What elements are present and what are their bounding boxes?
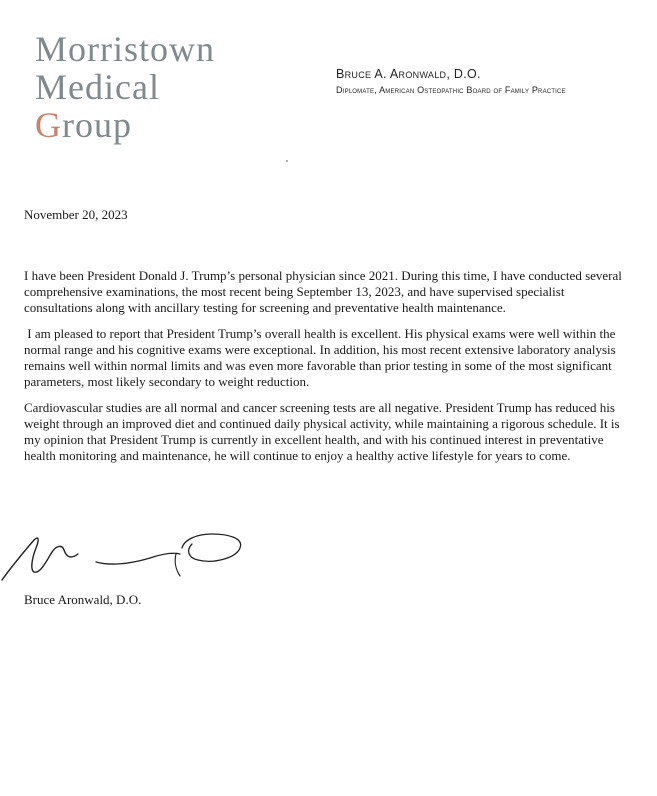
paragraph-1: I have been President Donald J. Trump’s personal physician since 2021. During this time, I have conducted several comprehensive examinations, the most recent being September 13, 2023, and have supervised specialist consultations along with ancillary testing for screening and preventative health maintenance. xyxy=(24,268,622,315)
paragraph-2: I am pleased to report that President Trump’s overall health is excellent. His physical exams were well within the normal range and his cognitive exams were exceptional. In addition, his most recent extensive laboratory analysis remains well within normal limits and was even more favorable than prior testing in some of the most significant parameters, most likely secondary to weight reduction. xyxy=(24,326,619,389)
logo-line-medical: Medical xyxy=(35,67,160,107)
handwritten-signature xyxy=(0,518,260,598)
scan-speck xyxy=(286,160,288,162)
letter-date: November 20, 2023 xyxy=(24,207,128,222)
logo-accent-letter: G xyxy=(35,105,62,145)
logo-line-morristown: Morristown xyxy=(35,29,215,69)
logo-line-group-rest: roup xyxy=(62,105,132,145)
signer-name: Bruce Aronwald, D.O. xyxy=(24,592,142,607)
company-logo xyxy=(35,30,215,144)
letter-body xyxy=(24,268,628,474)
physician-header xyxy=(336,67,636,96)
paragraph-3: Cardiovascular studies are all normal and cancer screening tests are all negative. President Trump has reduced his weight through an improved diet and continued daily physical activity, while maintaining a rigorous schedule. It is my opinion that President Trump is currently in excellent health, and with his continued interest in preventative health monitoring and maintenance, he will continue to enjoy a healthy active lifestyle for years to come. xyxy=(24,400,620,463)
logo-line-group xyxy=(35,106,215,144)
physician-title: Diplomate, American Osteopathic Board of Family Practice xyxy=(336,85,566,95)
physician-name: Bruce A. Aronwald, D.O. xyxy=(336,67,481,81)
